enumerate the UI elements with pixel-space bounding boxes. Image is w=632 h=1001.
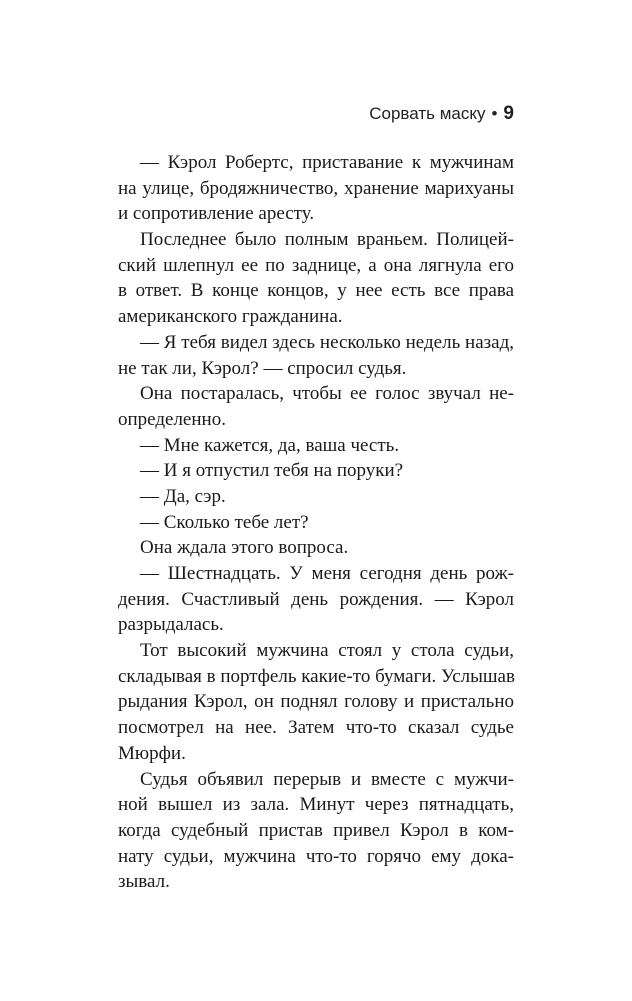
text-line: Она постаралась, чтобы ее голос звучал не- xyxy=(140,383,514,405)
text-line: не так ли, Кэрол? — спросил судья. xyxy=(118,357,407,379)
text-line: — Шестнадцать. У меня сегодня день рож- xyxy=(140,563,514,584)
text-line: на улице, бродяжничество, хранение марихуаны xyxy=(118,177,514,199)
body-text xyxy=(118,150,514,895)
running-header xyxy=(369,103,514,125)
text-line: зывал. xyxy=(118,871,170,893)
text-line: — Мне кажется, да, ваша честь. xyxy=(140,434,400,456)
text-line: посмотрел на нее. Затем что-то сказал судье xyxy=(118,717,514,739)
text-line: — Кэрол Робертс, приставание к мужчинам xyxy=(140,152,514,173)
text-line: — Сколько тебе лет? xyxy=(140,511,309,533)
text-line: Тот высокий мужчина стоял у стола судьи, xyxy=(140,640,514,662)
text-line: в ответ. В конце концов, у нее есть все права xyxy=(118,280,514,302)
header-separator: • xyxy=(491,104,498,123)
text-line: нату судьи, мужчина что-то горячо ему дока- xyxy=(118,845,514,867)
text-line: — Да, сэр. xyxy=(140,485,226,507)
text-line: американского гражданина. xyxy=(118,306,343,328)
text-line: Она ждала этого вопроса. xyxy=(140,537,349,559)
text-line: рыдания Кэрол, он поднял голову и пристально xyxy=(118,691,514,713)
text-line: Судья объявил перерыв и вместе с мужчи- xyxy=(140,768,514,790)
text-line: ский шлепнул ее по заднице, а она лягнула его xyxy=(118,254,514,276)
text-line: ной вышел из зала. Минут через пятнадцать, xyxy=(118,794,514,816)
text-line: разрыдалась. xyxy=(118,614,224,636)
text-line: дения. Счастливый день рождения. — Кэрол xyxy=(118,588,514,610)
page-number: 9 xyxy=(503,103,514,124)
text-line: Последнее было полным враньем. Полицей- xyxy=(140,229,514,251)
text-line: Мюрфи. xyxy=(118,742,186,764)
text-line: складывая в портфель какие-то бумаги. Услышав xyxy=(118,665,515,687)
text-line: когда судебный пристав привел Кэрол в ком- xyxy=(118,819,514,841)
text-line: — И я отпустил тебя на поруки? xyxy=(140,460,404,482)
book-title: Сорвать маску xyxy=(369,104,486,123)
text-line: и сопротивление аресту. xyxy=(118,203,315,225)
text-line: — Я тебя видел здесь несколько недель назад, xyxy=(140,331,514,353)
text-line: определенно. xyxy=(118,408,226,430)
